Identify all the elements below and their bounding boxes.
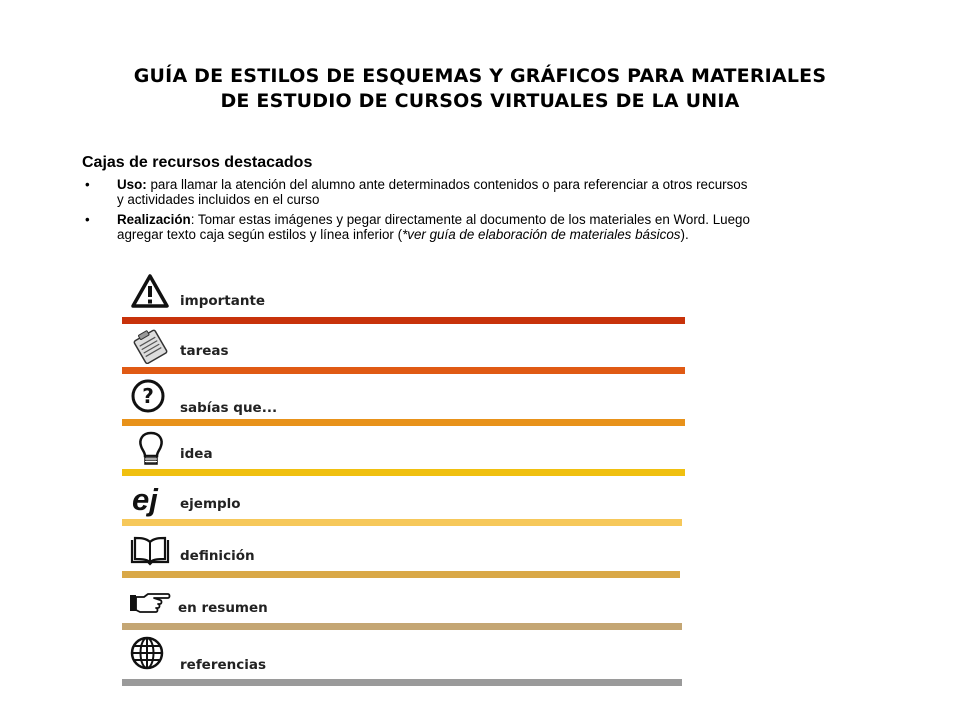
box-underline bbox=[122, 679, 682, 686]
box-ejemplo bbox=[120, 474, 685, 526]
bullet-realizacion-text-1: : Tomar estas imágenes y pegar directamente al documento de los materiales en Word. Luego bbox=[190, 212, 750, 227]
page-title bbox=[60, 64, 900, 114]
warning-icon bbox=[130, 272, 170, 312]
question-icon bbox=[130, 378, 170, 418]
ej-icon-text: ej bbox=[132, 482, 158, 517]
box-definicion bbox=[120, 526, 685, 578]
box-label: tareas bbox=[180, 343, 229, 359]
box-tareas bbox=[120, 322, 685, 374]
bullet-realizacion-text-2a: agregar texto caja según estilos y línea inferior ( bbox=[117, 227, 403, 242]
box-importante bbox=[120, 272, 685, 324]
bullet-realizacion-italic: *ver guía de elaboración de materiales básicos bbox=[402, 227, 681, 242]
svg-text:?: ? bbox=[142, 384, 154, 408]
section-heading: Cajas de recursos destacados bbox=[82, 154, 313, 171]
bullet-realizacion-lead: Realización bbox=[117, 212, 191, 227]
globe-icon bbox=[130, 636, 170, 676]
bullet-realizacion bbox=[82, 212, 892, 242]
resource-boxes-section bbox=[82, 154, 892, 247]
box-en-resumen bbox=[120, 578, 685, 630]
box-sabias-que bbox=[120, 374, 685, 426]
title-line-2: DE ESTUDIO DE CURSOS VIRTUALES DE LA UNIA bbox=[220, 90, 740, 112]
ej-icon bbox=[130, 480, 170, 520]
box-underline bbox=[122, 519, 682, 526]
bullet-marker: • bbox=[85, 177, 90, 192]
bullet-uso-text-2: y actividades incluidos en el curso bbox=[117, 192, 320, 207]
box-label: ejemplo bbox=[180, 496, 241, 512]
box-label: referencias bbox=[180, 657, 267, 673]
box-underline bbox=[122, 571, 680, 578]
book-icon bbox=[130, 536, 170, 576]
bullet-realizacion-text-2b: ). bbox=[680, 227, 689, 242]
title-line-1: GUÍA DE ESTILOS DE ESQUEMAS Y GRÁFICOS PARA MATERIALES bbox=[133, 65, 827, 87]
bullet-marker: • bbox=[85, 212, 90, 227]
box-label: importante bbox=[180, 293, 266, 309]
box-underline bbox=[122, 623, 682, 630]
lightbulb-icon bbox=[134, 430, 174, 470]
bullet-uso-text-1: para llamar la atención del alumno ante determinados contenidos o para referenciar a otros recursos bbox=[146, 177, 748, 192]
box-label: sabías que... bbox=[180, 400, 278, 416]
box-label: en resumen bbox=[178, 600, 268, 616]
box-idea bbox=[120, 424, 685, 476]
box-referencias bbox=[120, 634, 685, 686]
bullet-uso-lead: Uso: bbox=[117, 177, 147, 192]
bullet-uso bbox=[82, 177, 892, 207]
box-label: definición bbox=[180, 548, 255, 564]
clipboard-icon bbox=[130, 328, 170, 368]
box-label: idea bbox=[180, 446, 213, 462]
box-underline bbox=[122, 367, 685, 374]
